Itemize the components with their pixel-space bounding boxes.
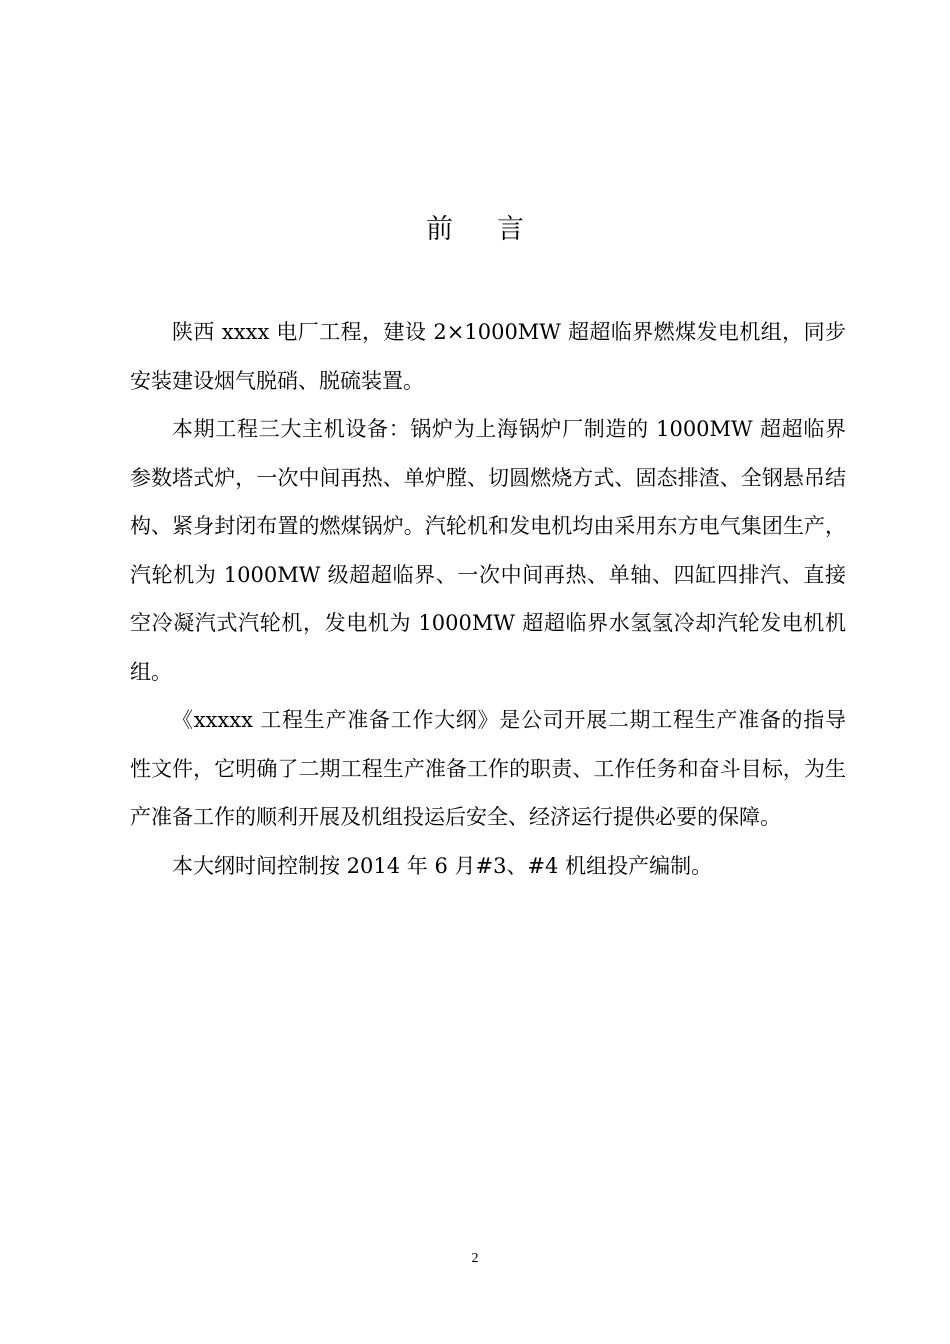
paragraph-1: 陕西 xxxx 电厂工程，建设 2×1000MW 超超临界燃煤发电机组，同步安装建设烟气脱硝、脱硫装置。 [130,320,846,393]
body-text [130,308,846,890]
paragraph-2: 本期工程三大主机设备：锅炉为上海锅炉厂制造的 1000MW 超超临界参数塔式炉，一次中间再热、单炉膛、切圆燃烧方式、固态排渣、全钢悬吊结构、紧身封闭布置的燃煤锅炉。汽轮机和发电机均由采用东方电气集团生产，汽轮机为 1000MW 级超超临界、一次中间再热、单轴、四缸四排汽、直接空冷凝汽式汽轮机，发电机为 1000MW 超超临界水氢氢冷却汽轮发电机机组。 [130,417,846,684]
paragraph-4: 本大纲时间控制按 2014 年 6 月#3、#4 机组投产编制。 [172,853,713,878]
paragraph-3: 《xxxxx 工程生产准备工作大纲》是公司开展二期工程生产准备的指导性文件，它明确了二期工程生产准备工作的职责、工作任务和奋斗目标，为生产准备工作的顺利开展及机组投运后安全、经济运行提供必要的保障。 [130,708,846,829]
page-title: 前言 [426,214,568,245]
page-number: 2 [471,1251,479,1266]
